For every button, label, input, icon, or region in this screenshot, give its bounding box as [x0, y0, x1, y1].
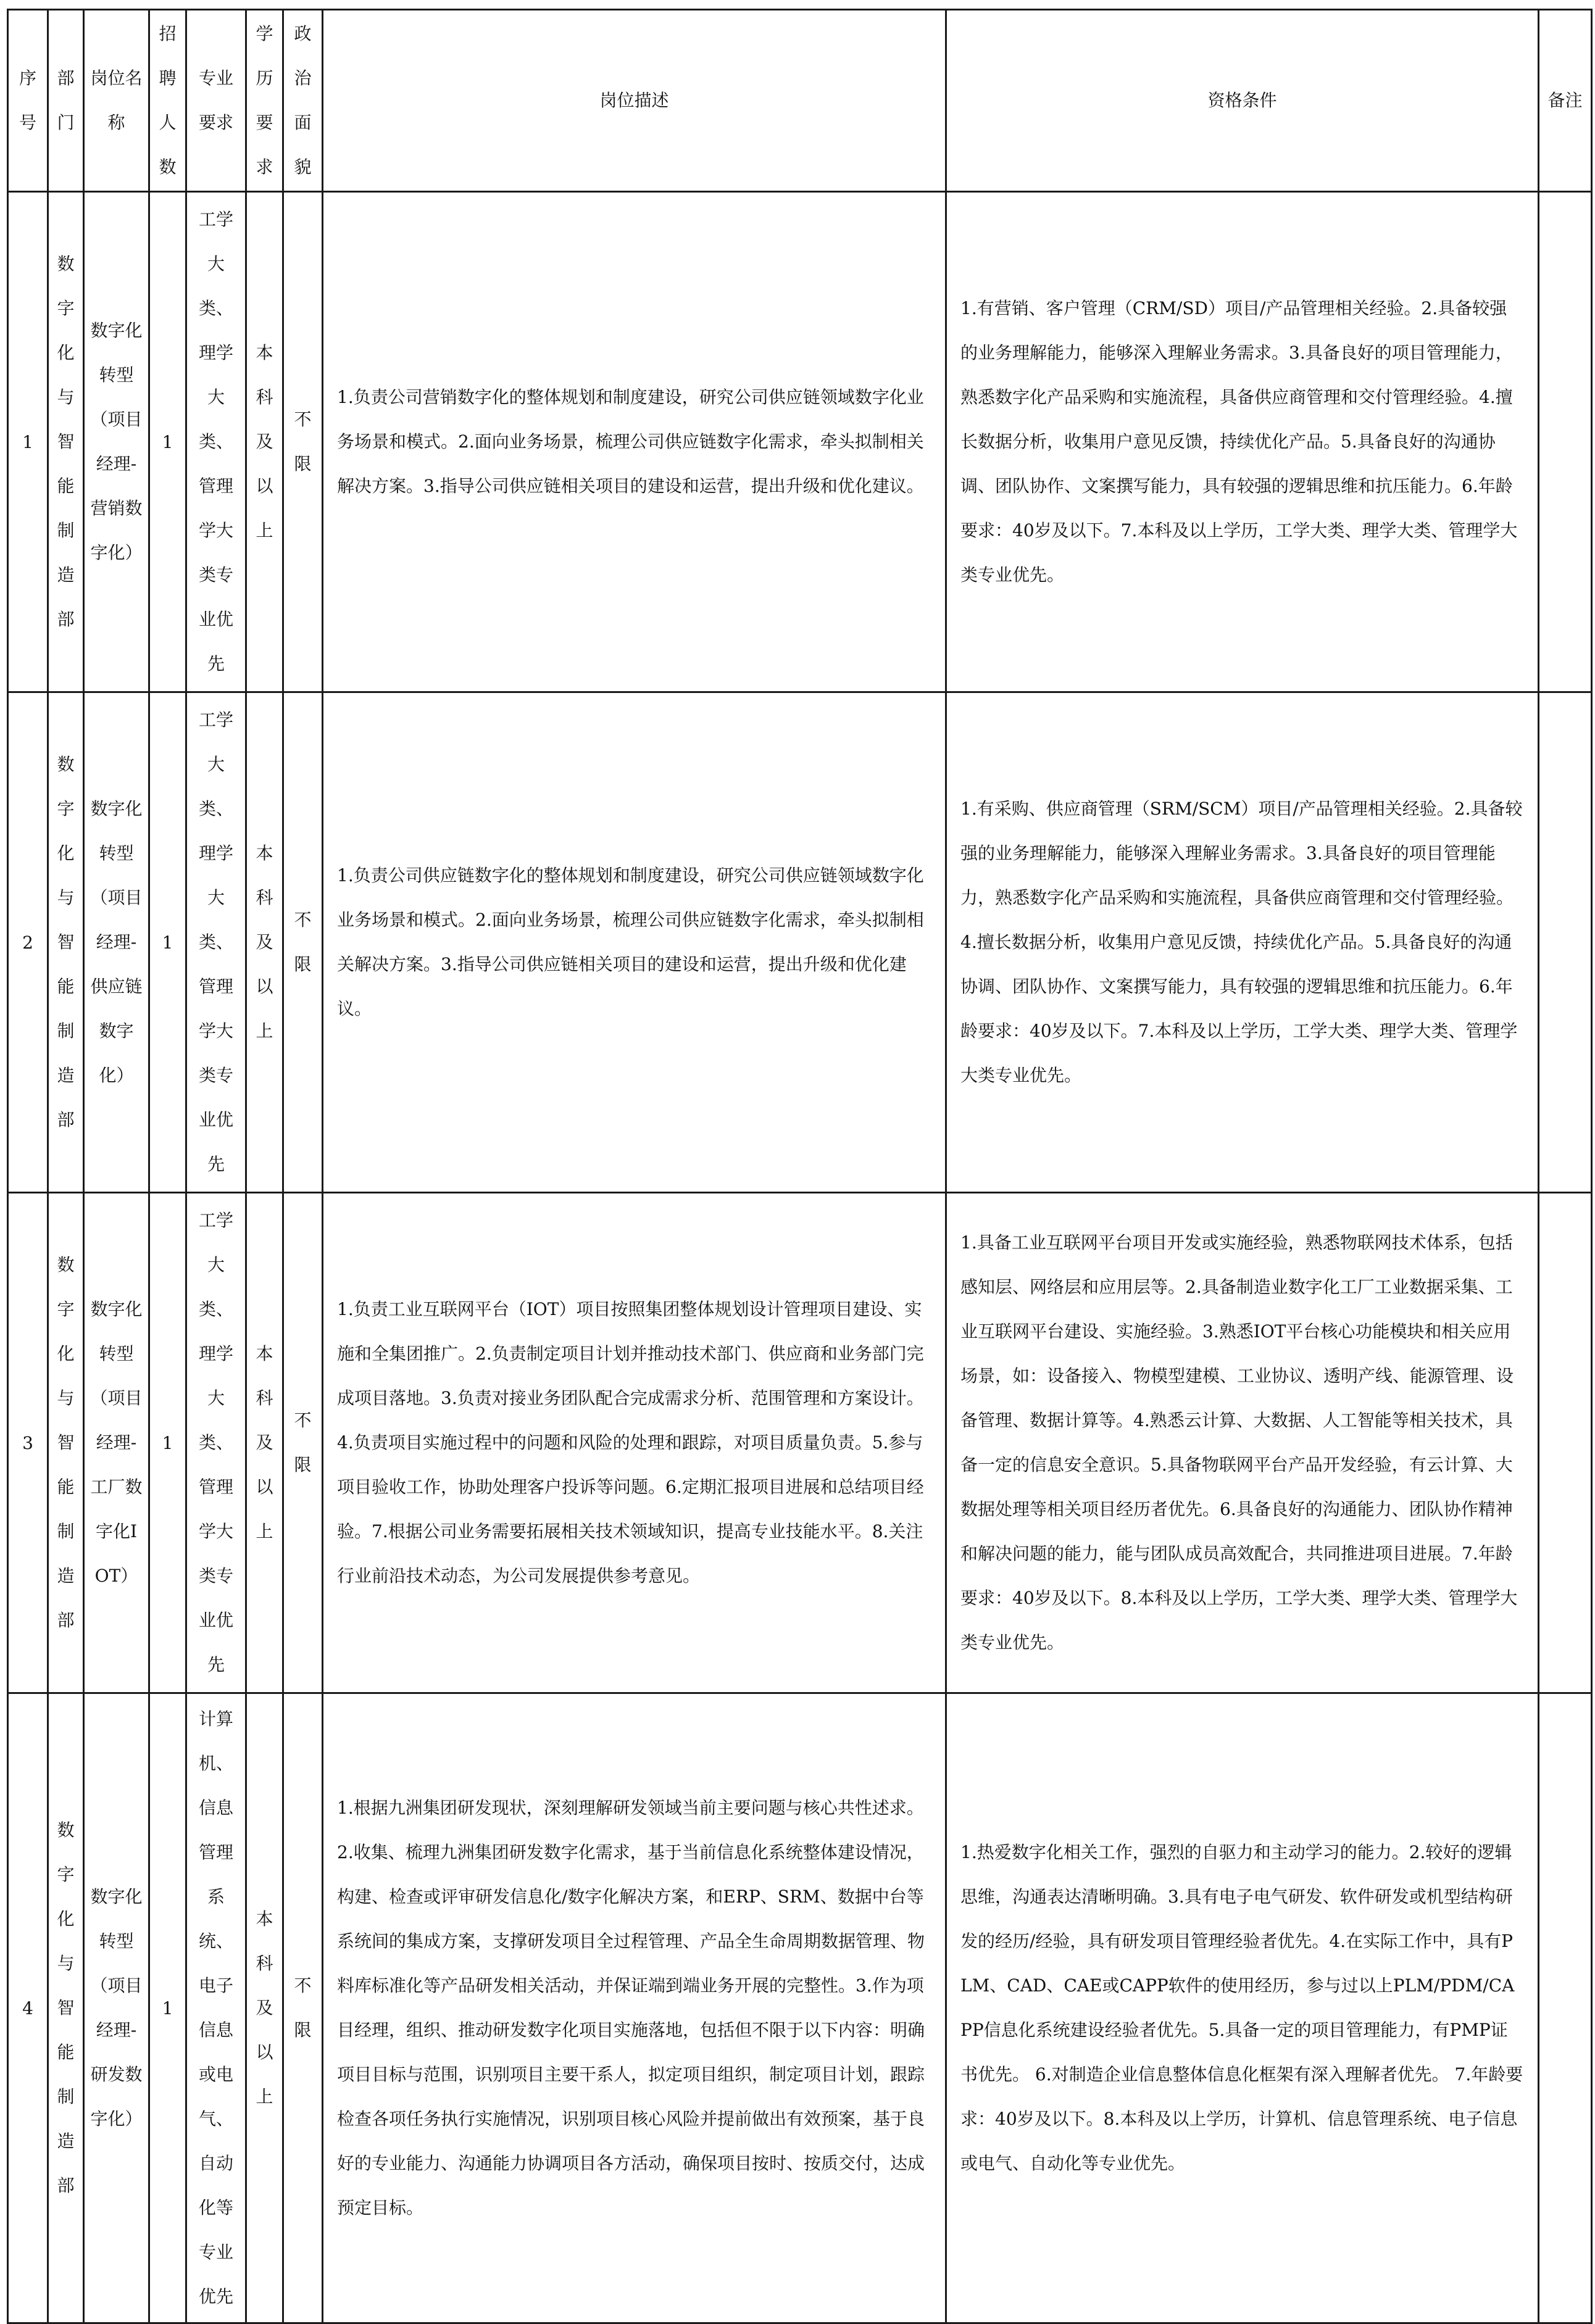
cell-edu: 本科及以上 — [246, 192, 283, 692]
cell-political: 不限 — [283, 192, 323, 692]
table-row — [8, 192, 1592, 692]
cell-note — [1539, 1693, 1592, 2323]
header-row — [8, 10, 1592, 192]
cell-edu: 本科及以上 — [246, 1193, 283, 1693]
table-row — [8, 1193, 1592, 1693]
cell-count: 1 — [149, 692, 186, 1193]
cell-political: 不限 — [283, 1193, 323, 1693]
cell-major: 工学大类、理学大类、管理学大类专业优先 — [186, 1193, 246, 1693]
cell-count: 1 — [149, 192, 186, 692]
cell-desc: 1.负责公司营销数字化的整体规划和制度建设，研究公司供应链领域数字化业务场景和模式。2.面向业务场景，梳理公司供应链数字化需求，牵头拟制相关解决方案。3.指导公司供应链相关项目的建设和运营，提出升级和优化建议。 — [323, 192, 946, 692]
recruitment-table — [7, 9, 1593, 2324]
header-position: 岗位名称 — [84, 10, 149, 192]
header-edu: 学历要求 — [246, 10, 283, 192]
cell-note — [1539, 192, 1592, 692]
cell-note — [1539, 1193, 1592, 1693]
cell-desc: 1.负责工业互联网平台（IOT）项目按照集团整体规划设计管理项目建设、实施和全集团推广。2.负责制定项目计划并推动技术部门、供应商和业务部门完成项目落地。3.负责对接业务团队配合完成需求分析、范围管理和方案设计。4.负责项目实施过程中的问题和风险的处理和跟踪，对项目质量负责。5.参与项目验收工作，协助处理客户投诉等问题。6.定期汇报项目进展和总结项目经验。7.根据公司业务需要拓展相关技术领域知识，提高专业技能水平。8.关注行业前沿技术动态，为公司发展提供参考意见。 — [323, 1193, 946, 1693]
cell-qual: 1.有采购、供应商管理（SRM/SCM）项目/产品管理相关经验。2.具备较强的业务理解能力，能够深入理解业务需求。3.具备良好的项目管理能力，熟悉数字化产品采购和实施流程，具备供应商管理和交付管理经验。4.擅长数据分析，收集用户意见反馈，持续优化产品。5.具备良好的沟通协调、团队协作、文案撰写能力，具有较强的逻辑思维和抗压能力。6.年龄要求：40岁及以下。7.本科及以上学历，工学大类、理学大类、管理学大类专业优先。 — [946, 692, 1539, 1193]
cell-position: 数字化转型（项目经理-研发数字化） — [84, 1693, 149, 2323]
cell-edu: 本科及以上 — [246, 692, 283, 1193]
cell-seq: 3 — [8, 1193, 48, 1693]
cell-political: 不限 — [283, 1693, 323, 2323]
cell-count: 1 — [149, 1693, 186, 2323]
cell-position: 数字化转型（项目经理-供应链数字化） — [84, 692, 149, 1193]
table-row — [8, 692, 1592, 1193]
cell-major: 工学大类、理学大类、管理学大类专业优先 — [186, 692, 246, 1193]
header-desc: 岗位描述 — [323, 10, 946, 192]
cell-political: 不限 — [283, 692, 323, 1193]
cell-qual: 1.热爱数字化相关工作，强烈的自驱力和主动学习的能力。2.较好的逻辑思维，沟通表达清晰明确。3.具有电子电气研发、软件研发或机型结构研发的经历/经验，具有研发项目管理经验者优先。4.在实际工作中，具有PLM、CAD、CAE或CAPP软件的使用经历，参与过以上PLM/PDM/CAPP信息化系统建设经验者优先。5.具备一定的项目管理能力，有PMP证书优先。 6.对制造企业信息整体信息化框架有深入理解者优先。 7.年龄要求：40岁及以下。8.本科及以上学历，计算机、信息管理系统、电子信息或电气、自动化等专业优先。 — [946, 1693, 1539, 2323]
cell-position: 数字化转型（项目经理-工厂数字化IOT） — [84, 1193, 149, 1693]
cell-position: 数字化转型（项目经理-营销数字化） — [84, 192, 149, 692]
header-count: 招聘人数 — [149, 10, 186, 192]
cell-dept: 数字化与智能制造部 — [48, 192, 84, 692]
cell-qual: 1.具备工业互联网平台项目开发或实施经验，熟悉物联网技术体系，包括感知层、网络层和应用层等。2.具备制造业数字化工厂工业数据采集、工业互联网平台建设、实施经验。3.熟悉IOT平台核心功能模块和相关应用场景，如：设备接入、物模型建模、工业协议、透明产线、能源管理、设备管理、数据计算等。4.熟悉云计算、大数据、人工智能等相关技术，具备一定的信息安全意识。5.具备物联网平台产品开发经验，有云计算、大数据处理等相关项目经历者优先。6.具备良好的沟通能力、团队协作精神和解决问题的能力，能与团队成员高效配合，共同推进项目进展。7.年龄要求：40岁及以下。8.本科及以上学历，工学大类、理学大类、管理学大类专业优先。 — [946, 1193, 1539, 1693]
header-major: 专业要求 — [186, 10, 246, 192]
cell-dept: 数字化与智能制造部 — [48, 1193, 84, 1693]
cell-seq: 2 — [8, 692, 48, 1193]
recruitment-table-page — [7, 9, 1591, 2318]
cell-dept: 数字化与智能制造部 — [48, 692, 84, 1193]
header-seq: 序号 — [8, 10, 48, 192]
table-row — [8, 1693, 1592, 2323]
cell-major: 工学大类、理学大类、管理学大类专业优先 — [186, 192, 246, 692]
cell-seq: 4 — [8, 1693, 48, 2323]
header-dept: 部门 — [48, 10, 84, 192]
cell-desc: 1.负责公司供应链数字化的整体规划和制度建设，研究公司供应链领域数字化业务场景和模式。2.面向业务场景，梳理公司供应链数字化需求，牵头拟制相关解决方案。3.指导公司供应链相关项目的建设和运营，提出升级和优化建议。 — [323, 692, 946, 1193]
cell-note — [1539, 692, 1592, 1193]
header-qual: 资格条件 — [946, 10, 1539, 192]
cell-qual: 1.有营销、客户管理（CRM/SD）项目/产品管理相关经验。2.具备较强的业务理解能力，能够深入理解业务需求。3.具备良好的项目管理能力，熟悉数字化产品采购和实施流程，具备供应商管理和交付管理经验。4.擅长数据分析，收集用户意见反馈，持续优化产品。5.具备良好的沟通协调、团队协作、文案撰写能力，具有较强的逻辑思维和抗压能力。6.年龄要求：40岁及以下。7.本科及以上学历，工学大类、理学大类、管理学大类专业优先。 — [946, 192, 1539, 692]
cell-dept: 数字化与智能制造部 — [48, 1693, 84, 2323]
cell-desc: 1.根据九洲集团研发现状，深刻理解研发领域当前主要问题与核心共性述求。2.收集、梳理九洲集团研发数字化需求，基于当前信息化系统整体建设情况，构建、检查或评审研发信息化/数字化解决方案，和ERP、SRM、数据中台等系统间的集成方案，支撑研发项目全过程管理、产品全生命周期数据管理、物料库标准化等产品研发相关活动，并保证端到端业务开展的完整性。3.作为项目经理，组织、推动研发数字化项目实施落地，包括但不限于以下内容：明确项目目标与范围，识别项目主要干系人，拟定项目组织，制定项目计划，跟踪检查各项任务执行实施情况，识别项目核心风险并提前做出有效预案，基于良好的专业能力、沟通能力协调项目各方活动，确保项目按时、按质交付，达成预定目标。 — [323, 1693, 946, 2323]
cell-major: 计算机、信息管理系统、电子信息或电气、自动化等专业优先 — [186, 1693, 246, 2323]
header-note: 备注 — [1539, 10, 1592, 192]
cell-count: 1 — [149, 1193, 186, 1693]
cell-seq: 1 — [8, 192, 48, 692]
header-political: 政治面貌 — [283, 10, 323, 192]
cell-edu: 本科及以上 — [246, 1693, 283, 2323]
